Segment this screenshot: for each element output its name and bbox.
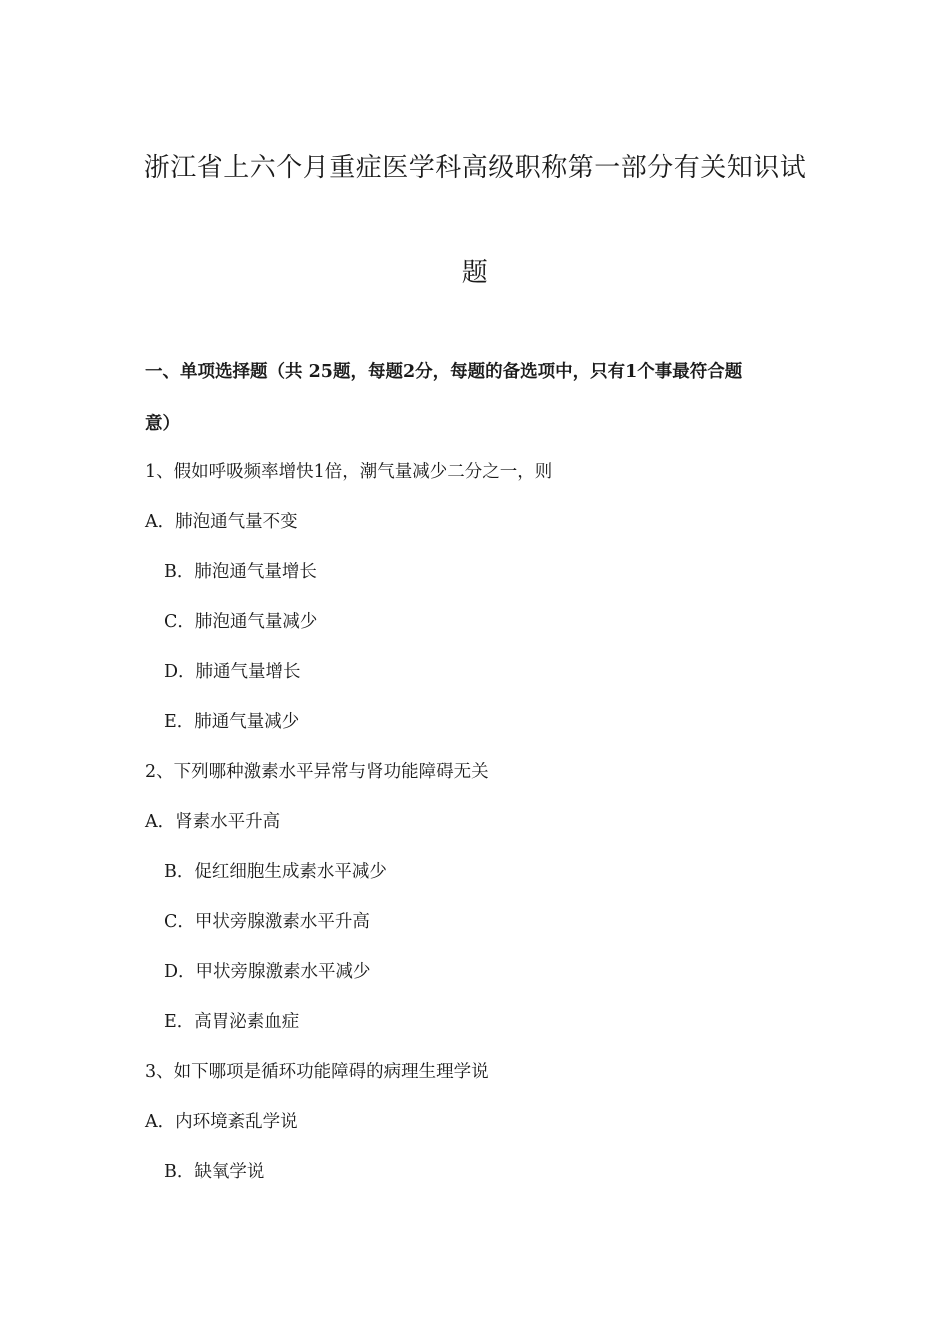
question-1-option-a: A．肺泡通气量不变	[145, 512, 298, 532]
section-heading-line-2: 意）	[145, 414, 180, 434]
question-1-stem: 1、假如呼吸频率增快1倍，潮气量减少二分之一，则	[145, 462, 553, 482]
question-2-option-b: B．促红细胞生成素水平减少	[164, 862, 387, 882]
section-heading-line-1: 一、单项选择题（共 25题，每题2分，每题的备选项中，只有1个事最符合题	[145, 362, 743, 382]
question-3-option-a: A．内环境紊乱学说	[145, 1112, 298, 1132]
question-1-option-c: C．肺泡通气量减少	[164, 612, 318, 632]
question-1-option-b: B．肺泡通气量增长	[164, 562, 317, 582]
question-2-option-a: A．肾素水平升高	[145, 812, 281, 832]
question-2-option-c: C．甲状旁腺激素水平升高	[164, 912, 370, 932]
question-2-option-d: D．甲状旁腺激素水平减少	[164, 962, 371, 982]
document-title-line-1: 浙江省上六个月重症医学科高级职称第一部分有关知识试	[143, 153, 807, 183]
document-title-line-2: 题	[461, 258, 489, 288]
question-2-option-e: E．高胃泌素血症	[164, 1012, 300, 1032]
question-3-option-b: B．缺氧学说	[164, 1162, 265, 1182]
question-1-option-d: D．肺通气量增长	[164, 662, 301, 682]
question-2-stem: 2、下列哪种激素水平异常与肾功能障碍无关	[145, 762, 489, 782]
question-3-stem: 3、如下哪项是循环功能障碍的病理生理学说	[145, 1062, 489, 1082]
question-1-option-e: E．肺通气量减少	[164, 712, 300, 732]
